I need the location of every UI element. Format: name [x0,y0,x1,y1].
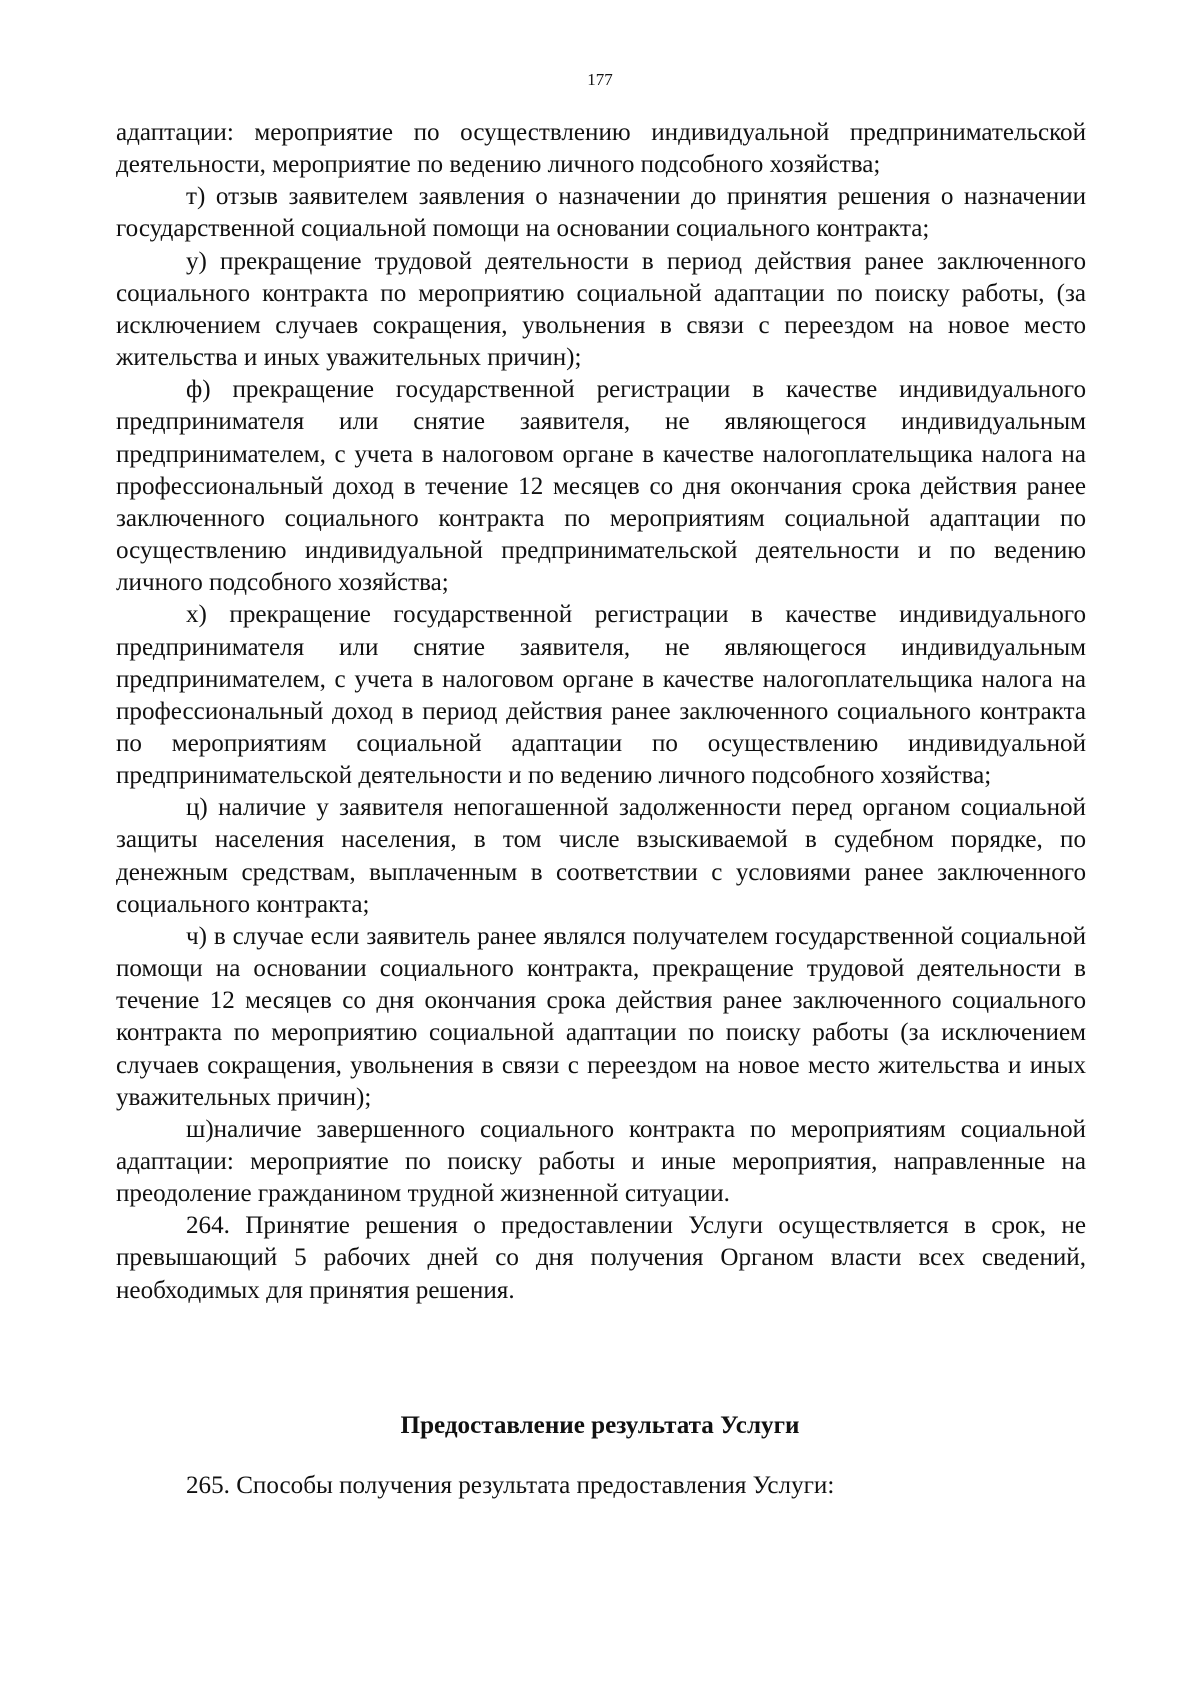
paragraph: 264. Принятие решения о предоставлении Услуги осуществляется в срок, не превышающий 5 рабочих дней со дня получения Органом власти всех сведений, необходимых для принятия решения. [116,1212,1086,1304]
section-heading: Предоставление результата Услуги [400,1412,800,1439]
paragraph: ч) в случае если заявитель ранее являлся получателем государственной социальной помощи на основании социального контракта, прекращение трудовой деятельности в течение 12 месяцев со дня окончания срока действия ранее заключенного социального контракта по мероприятию социальной адаптации по поиску работы (за исключением случаев сокращения, увольнения в связи с переездом на новое место жительства и иных уважительных причин); [116,922,1086,1111]
paragraph: адаптации: мероприятие по осуществлению индивидуальной предпринимательской деятельности, мероприятие по ведению личного подсобного хозяйства; [116,119,1086,179]
body-text [116,117,1086,1307]
paragraph: ц) наличие у заявителя непогашенной задолженности перед органом социальной защиты населения населения, в том числе взыскиваемой в судебном порядке, по денежным средствам, выплаченным в соответствии с условиями ранее заключенного социального контракта; [116,794,1086,918]
paragraph: у) прекращение трудовой деятельности в период действия ранее заключенного социального контракта по мероприятию социальной адаптации по поиску работы, (за исключением случаев сокращения, увольнения в связи с переездом на новое место жительства и иных уважительных причин); [116,247,1086,372]
page-number: 177 [587,70,613,89]
paragraph: 265. Способы получения результата предоставления Услуги: [186,1472,835,1499]
paragraph: ф) прекращение государственной регистрации в качестве индивидуального предпринимателя или снятие заявителя, не являющегося индивидуальным предпринимателем, с учета в налоговом органе в качестве налогоплательщика налога на профессиональный доход в течение 12 месяцев со дня окончания срока действия ранее заключенного социального контракта по мероприятиям социальной адаптации по осуществлению индивидуальной предпринимательской деятельности и по ведению личного подсобного хозяйства; [116,376,1086,597]
paragraph: ш)наличие завершенного социального контракта по мероприятиям социальной адаптации: мероприятие по поиску работы и иные мероприятия, направленные на преодоление гражданином трудной жизненной ситуации. [116,1115,1086,1208]
paragraph: т) отзыв заявителем заявления о назначении до принятия решения о назначении государственной социальной помощи на основании социального контракта; [116,183,1086,243]
paragraph: х) прекращение государственной регистрации в качестве индивидуального предпринимателя или снятие заявителя, не являющегося индивидуальным предпринимателем, с учета в налоговом органе в качестве налогоплательщика налога на профессиональный доход в период действия ранее заключенного социального контракта по мероприятиям социальной адаптации по осуществлению индивидуальной предпринимательской деятельности и по ведению личного подсобного хозяйства; [116,601,1086,790]
